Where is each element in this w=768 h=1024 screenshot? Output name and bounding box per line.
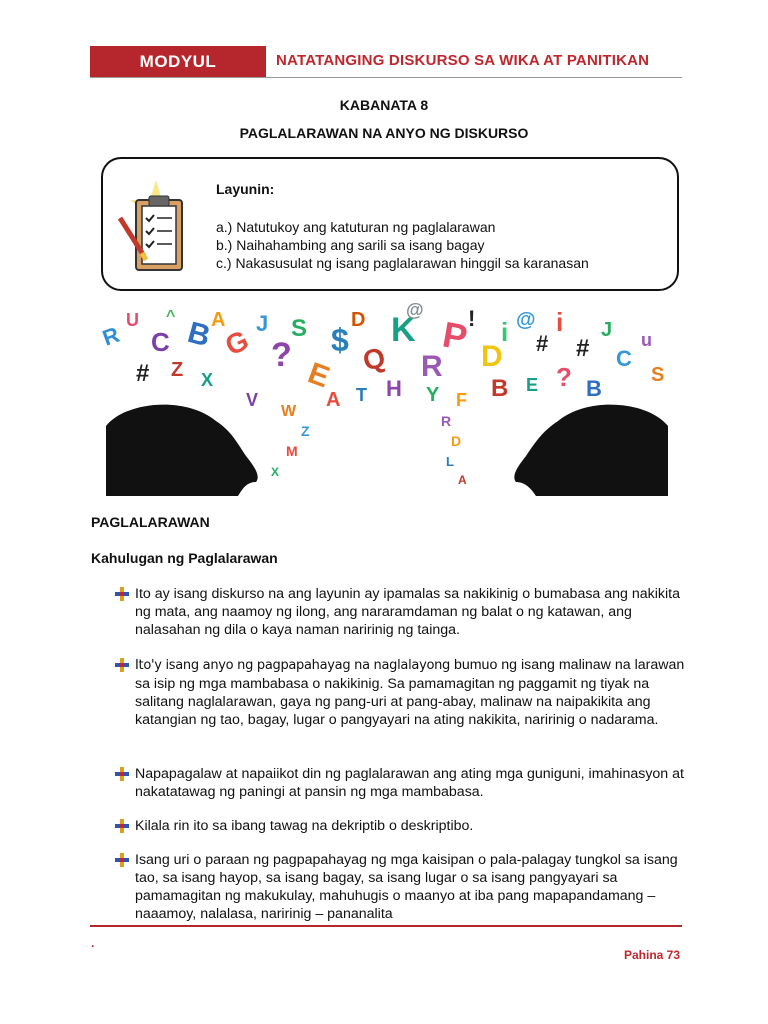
svg-text:A: A bbox=[326, 389, 341, 411]
svg-text:L: L bbox=[446, 454, 454, 469]
header-subject-title: NATATANGING DISKURSO SA WIKA AT PANITIKAN bbox=[276, 52, 650, 69]
bullet-paragraph bbox=[135, 656, 695, 729]
svg-text:Z: Z bbox=[171, 359, 184, 381]
svg-text:R: R bbox=[441, 413, 452, 429]
svg-text:R: R bbox=[99, 321, 123, 351]
svg-text:X: X bbox=[201, 370, 214, 390]
section-subtitle: Kahulugan ng Paglalarawan bbox=[91, 550, 278, 566]
footer-divider bbox=[90, 925, 682, 927]
svg-text:A: A bbox=[458, 473, 467, 487]
bullet-paragraph: Kilala rin ito sa ibang tawag na dekriptib o deskriptibo. bbox=[135, 818, 474, 834]
svg-text:#: # bbox=[576, 335, 590, 362]
objective-item: a.) Natutukoy ang katuturan ng paglalarawan bbox=[216, 219, 496, 235]
objective-item: c.) Nakasusulat ng isang paglalarawan hinggil sa karanasan bbox=[216, 255, 589, 271]
header-module-label: MODYUL bbox=[139, 52, 217, 71]
svg-text:B: B bbox=[184, 315, 214, 354]
svg-text:C: C bbox=[616, 346, 632, 371]
svg-text:E: E bbox=[303, 356, 334, 395]
svg-text:A: A bbox=[211, 309, 226, 331]
svg-text:@: @ bbox=[516, 309, 536, 331]
svg-text:S: S bbox=[651, 364, 665, 386]
chapter-number: KABANATA 8 bbox=[339, 97, 429, 113]
svg-text:F: F bbox=[456, 390, 467, 410]
chapter-title: PAGLALARAWAN NA ANYO NG DISKURSO bbox=[239, 125, 529, 141]
page-number: Pahina 73 bbox=[624, 948, 681, 962]
svg-text:?: ? bbox=[556, 362, 572, 392]
bullet-lead-text: Ito'y isang anyo ng pagpapahayag na naglalayong bbox=[135, 658, 451, 673]
bullet-paragraph: Isang uri o paraan ng pagpapahayag ng mga kaisipan o pala-palagay tungkol sa isang tao, sa isang hayop, sa isang bagay, sa isang lugar o sa isang pangyayari sa pamamagitan ng makukulay, mahuhugis o maanyo at iba pang mapapandamang – naaamoy, nalalasa, naririnig – pananalita bbox=[135, 852, 678, 922]
svg-text:#: # bbox=[536, 331, 549, 356]
conversation-illustration bbox=[96, 296, 678, 496]
svg-text:G: G bbox=[220, 324, 254, 362]
svg-text:$: $ bbox=[331, 322, 349, 358]
svg-text:D: D bbox=[451, 433, 462, 449]
svg-text:u: u bbox=[641, 330, 652, 350]
svg-text:i: i bbox=[501, 317, 509, 347]
svg-text:H: H bbox=[386, 376, 402, 401]
svg-text:B: B bbox=[586, 376, 602, 401]
svg-text:M: M bbox=[286, 443, 298, 459]
header-divider bbox=[90, 77, 682, 78]
svg-text:R: R bbox=[421, 350, 443, 383]
svg-text:?: ? bbox=[271, 336, 292, 374]
section-title: PAGLALARAWAN bbox=[91, 514, 210, 530]
svg-text:K: K bbox=[391, 311, 416, 349]
bullet-plus-icon bbox=[115, 767, 129, 781]
svg-text:Y: Y bbox=[426, 384, 440, 406]
svg-text:J: J bbox=[601, 319, 613, 341]
objective-item: b.) Naihahambing ang sarili sa isang bagay bbox=[216, 237, 485, 253]
bullet-body-text: bumuo ng isang malinaw na larawan sa isip ng mga mambabasa o nakikinig. Sa pamamagitan ng paggamit ng tiyak na salitang naglalarawan, gaya ng pang-uri at pang-abay, malinaw na naipakikita ang katangian ng tao, bagay, lugar o pangyayari na ating nakikita, naririnig o nadarama. bbox=[135, 657, 685, 728]
bullet-plus-icon bbox=[115, 819, 129, 833]
svg-text:!: ! bbox=[468, 306, 476, 331]
svg-text:T: T bbox=[356, 385, 367, 405]
svg-text:D: D bbox=[481, 340, 503, 373]
svg-text:E: E bbox=[526, 375, 539, 395]
svg-text:X: X bbox=[271, 465, 280, 479]
svg-text:W: W bbox=[281, 403, 297, 420]
bullet-plus-icon bbox=[115, 853, 129, 867]
bullet-plus-icon bbox=[115, 658, 129, 672]
svg-text:#: # bbox=[136, 360, 150, 387]
clipboard-checklist-icon bbox=[116, 178, 196, 278]
svg-text:B: B bbox=[491, 375, 509, 402]
svg-text:S: S bbox=[291, 315, 308, 342]
svg-text:@: @ bbox=[406, 300, 424, 320]
svg-text:D: D bbox=[351, 309, 366, 331]
bullet-paragraph: Napapagalaw at napaiikot din ng paglalarawan ang ating mga guniguni, imahinasyon at nakatatawag ng paningi at pansin ng mga mambabasa. bbox=[135, 766, 684, 800]
bullet-plus-icon bbox=[115, 587, 129, 601]
svg-text:U: U bbox=[126, 310, 139, 330]
svg-text:^: ^ bbox=[166, 308, 176, 325]
svg-text:i: i bbox=[556, 307, 564, 337]
svg-text:V: V bbox=[246, 390, 259, 410]
bullet-paragraph: Ito ay isang diskurso na ang layunin ay ipamalas sa nakikinig o bumabasa ang nakikita ng mata, ang naamoy ng ilong, ang nararamdaman ng balat o ng katawan, ang nalasahan ng dila o kaya naman naririnig ng tainga. bbox=[135, 586, 680, 638]
objectives-title: Layunin: bbox=[216, 181, 275, 197]
svg-text:Q: Q bbox=[359, 341, 389, 377]
svg-text:Z: Z bbox=[301, 423, 310, 439]
svg-text:C: C bbox=[151, 327, 170, 357]
svg-text:J: J bbox=[256, 311, 269, 336]
svg-text:P: P bbox=[439, 313, 471, 359]
footer-mark: . bbox=[91, 936, 95, 950]
